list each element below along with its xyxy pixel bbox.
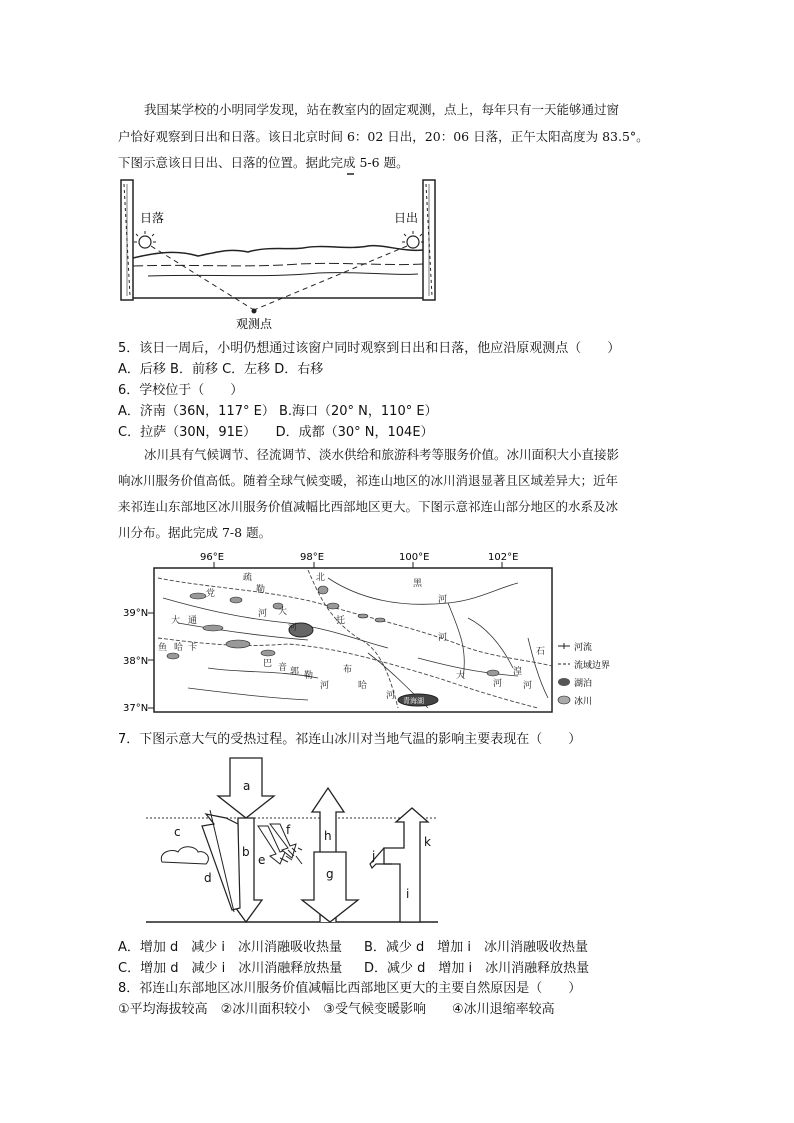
map-char-ba: 巴 (263, 659, 273, 669)
lon-label-102: 102°E (488, 552, 519, 563)
q5-options: A．后移 B．前移 C．左移 D．右移 (118, 362, 324, 377)
map-char-da2: 大 (278, 607, 288, 617)
observer-label: 观测点 (236, 317, 273, 331)
map-char-hei: 黑 (413, 579, 423, 589)
map-char-huang: 湟 (513, 667, 523, 677)
passage1-line1: 我国某学校的小明同学发现，站在教室内的固定观测，点上，每年只有一天能够通过窗 (144, 102, 620, 117)
passage2-line4: 川分布。据此完成 7-8 题。 (118, 525, 272, 540)
passage2-line1: 冰川具有气候调节、径流调节、淡水供给和旅游科考等服务价值。冰川面积大小直接影 (144, 447, 620, 462)
map-char-dang: 党 (206, 589, 216, 599)
map-char-yin: 音 (278, 663, 288, 673)
q6-options-row1: A．济南（36N，117° E） B.海口（20° N，110° E） (118, 404, 438, 419)
lon-label-98: 98°E (300, 552, 325, 563)
sunset-label: 日落 (140, 211, 165, 225)
q6-stem: 6．学校位于（ ） (118, 383, 244, 398)
map-char-he8: 河 (523, 681, 533, 691)
label-g: g (326, 867, 334, 881)
q7-option-b: B．减少 d 增加 i 冰川消融吸收热量 (364, 940, 589, 955)
map-char-ka: 卡 (188, 643, 198, 653)
map-char-guo: 郭 (290, 667, 300, 677)
map-char-he1: 河 (258, 609, 268, 619)
atmosphere-heating-diagram (140, 752, 440, 928)
label-e: e (258, 853, 266, 867)
map-legend (558, 641, 610, 707)
legend-glacier-symbol (558, 696, 570, 704)
map-char-he6: 河 (386, 691, 396, 701)
q7-stem: 7．下图示意大气的受热过程。祁连山冰川对当地气温的影响主要表现在（ ） (118, 732, 582, 747)
passage2-line2: 响冰川服务价值高低。随着全球气候变暖，祁连山地区的冰川消退显著且区域差异大；近年 (118, 473, 619, 488)
lat-label-37: 37°N (123, 703, 149, 714)
map-char-he4: 河 (438, 595, 448, 605)
map-char-le2: 勒 (304, 671, 314, 681)
lake-qinghai-label: 青海湖 (403, 697, 424, 705)
label-b: b (242, 845, 250, 859)
legend-lake-symbol (558, 678, 570, 686)
passage2-line3: 来祁连山东部地区冰川服务价值减幅比西部地区更大。下图示意祁连山部分地区的水系及冰 (118, 499, 619, 514)
passage1-line3: 下图示意该日日出、日落的位置。据此完成 5-6 题。 (118, 155, 409, 170)
label-k: k (424, 835, 431, 849)
legend-river: 河流 (574, 643, 593, 653)
map-char-da1: 大 (171, 616, 181, 626)
map-char-bu: 布 (343, 665, 353, 675)
label-a: a (243, 779, 251, 793)
map-char-shi: 石 (536, 647, 546, 657)
map-char-shu: 疏 (243, 573, 253, 583)
q7-option-a: A．增加 d 减少 i 冰川消融吸收热量 (118, 940, 343, 955)
map-char-he5: 河 (438, 633, 448, 643)
q6-options-row2: C．拉萨（30N，91E） D．成都（30° N，104E） (118, 425, 434, 440)
legend-lake: 湖泊 (574, 679, 593, 689)
legend-river-symbol (558, 643, 570, 649)
lat-label-39: 39°N (123, 608, 149, 619)
map-char-da3: 大 (456, 671, 466, 681)
label-f: f (286, 823, 291, 837)
label-j: j (372, 849, 376, 863)
label-i: i (406, 887, 410, 901)
label-c: c (174, 825, 181, 839)
map-char-he3: 河 (320, 681, 330, 691)
map-char-le: 勒 (256, 585, 266, 595)
map-char-tuo: 托 (336, 616, 346, 626)
lon-label-100: 100°E (399, 552, 430, 563)
lon-label-96: 96°E (200, 552, 225, 563)
lat-label-38: 38°N (123, 656, 149, 667)
map-char-he7: 河 (493, 679, 503, 689)
map-char-he2: 河 (288, 623, 298, 633)
map-char-ha2: 哈 (358, 681, 368, 691)
label-h: h (324, 829, 332, 843)
q7-option-c: C．增加 d 减少 i 冰川消融释放热量 (118, 961, 343, 976)
qilian-map-figure (118, 548, 618, 720)
legend-boundary: 流域边界 (574, 661, 611, 671)
map-char-ha1: 哈 (174, 643, 184, 653)
q7-option-d: D．减少 d 增加 i 冰川消融释放热量 (364, 961, 590, 976)
passage1-line2: 户恰好观察到日出和日落。该日北京时间 6：02 日出，20：06 日落，正午太阳高度为 83.5°。 (118, 129, 649, 144)
map-char-yu: 鱼 (158, 643, 168, 653)
sunrise-label: 日出 (394, 211, 419, 225)
q8-options: ①平均海拔较高 ②冰川面积较小 ③受气候变暖影响 ④冰川退缩率较高 (118, 1002, 555, 1017)
q8-stem: 8．祁连山东部地区冰川服务价值减幅比西部地区更大的主要自然原因是（ ） (118, 981, 582, 996)
label-d: d (204, 871, 212, 885)
sunrise-sunset-figure (118, 172, 448, 334)
map-char-tong: 通 (188, 616, 198, 626)
legend-glacier: 冰川 (574, 697, 593, 707)
q5-stem: 5．该日一周后，小明仍想通过该窗户同时观察到日出和日落，他应沿原观测点（ ） (118, 341, 621, 356)
map-char-bei: 北 (316, 573, 326, 583)
